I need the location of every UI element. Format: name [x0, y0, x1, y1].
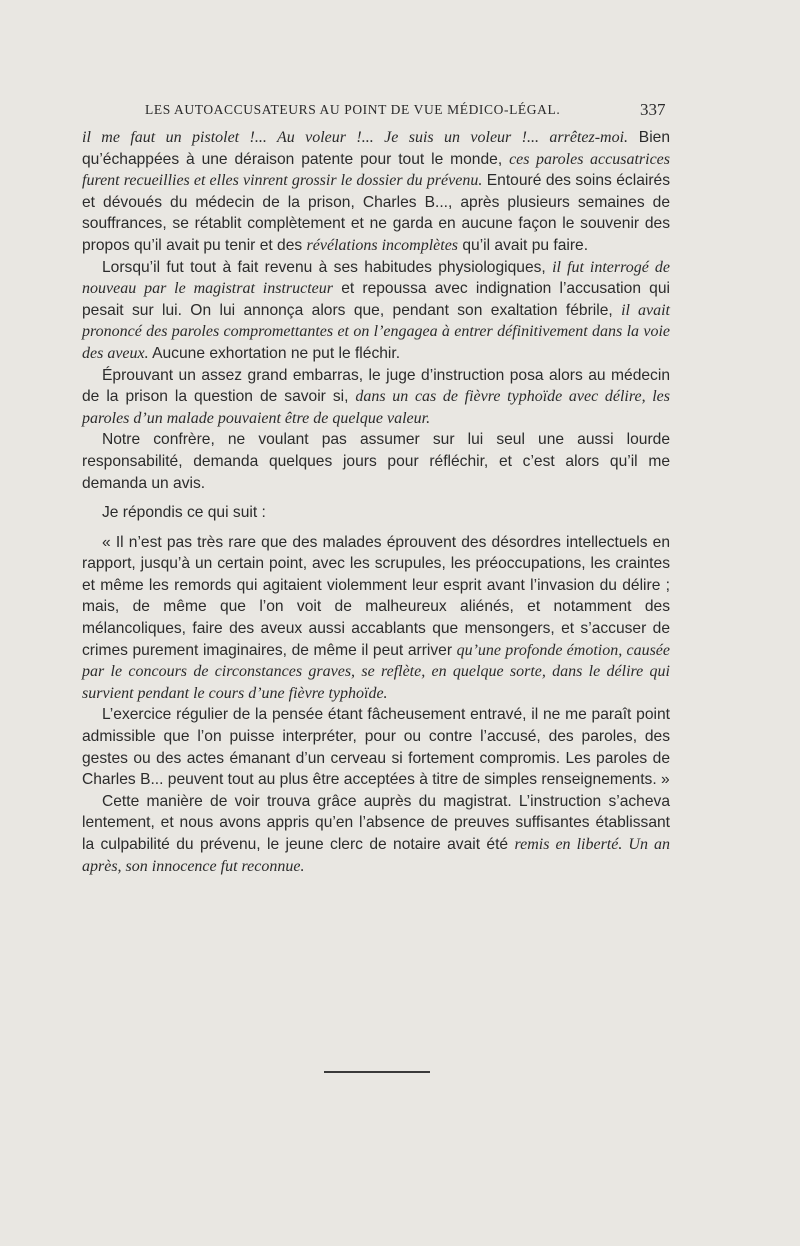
italic-phrase: dans un cas de fièvre typhoïde avec délire, les paroles d’un malade pouvaient être de quelque valeur. [82, 388, 670, 427]
italic-phrase: il fut interrogé de nouveau par le magistrat instructeur [82, 258, 670, 298]
paragraph-6 [82, 532, 670, 705]
italic-phrase: ces paroles accusatrices furent recueillies et elles vinrent grossir le dossier du prévenu. [82, 150, 670, 190]
paragraph-5: Je répondis ce qui suit : [102, 504, 266, 522]
body-text [82, 127, 670, 877]
text-run: Éprouvant un assez grand embarras, le juge d’instruction posa alors au médecin de la prison la question de savoir si, [82, 366, 670, 406]
italic-phrase: qu’une profonde émotion, causée par le concours de circonstances graves, se reflète, en quelque sorte, dans le délire qui survient pendant le cours d’une fièvre typhoïde. [82, 641, 671, 702]
paragraph-1 [82, 127, 670, 257]
text-run: Bien qu’échappées à une déraison patente pour tout le monde, [82, 129, 671, 168]
text-run: Aucune exhortation ne put le fléchir. [148, 344, 401, 362]
italic-phrase: remis en liberté. Un an après, son innocence fut reconnue. [82, 836, 670, 875]
text-run: Cette manière de voir trouva grâce auprès du magistrat. L’instruction s’acheva lentement, et nous avons appris qu’en l’absence de preuves suffisantes établissant la culpabilité du prévenu, le jeune clerc de notaire avait été [82, 792, 670, 853]
paragraph-4: Notre confrère, ne voulant pas assumer sur lui seul une aussi lourde responsabilité, demanda quelques jours pour réfléchir, et c’est alors qu’il me demanda un avis. [82, 431, 670, 492]
text-run: qu’il avait pu faire. [458, 236, 589, 254]
text-run: « Il n’est pas très rare que des malades éprouvent des désordres intellectuels en rapport, jusqu’à un certain point, avec les scrupules, les préoccupations, les craintes et même les remords qui agitaient violemment leur esprit avant l’invasion du délire ; mais, de même que l’on voit de malheureux aliénés, et notamment des mélancoliques, faire des aveux aussi accablants que mensongers, et s’accuser de crimes purement imaginaires, de même il peut arriver [82, 533, 670, 659]
text-run: Lorsqu’il fut tout à fait revenu à ses habitudes physiologiques, [102, 258, 553, 276]
paragraph-8 [82, 791, 670, 877]
text-run: et repoussa avec indignation l’accusation qui pesait sur lui. On lui annonça alors que, pendant son exaltation fébrile, [82, 280, 670, 319]
paragraph-7: L’exercice régulier de la pensée étant fâcheusement entravé, il ne me paraît point admissible que l’on puisse interpréter, pour ou contre l’accusé, des paroles, des gestes ou des actes émanant d’un cerveau si fortement compromis. Les paroles de Charles B... peuvent tout au plus être acceptées à titre de simples renseignements. » [82, 706, 670, 789]
paragraph-3 [82, 365, 670, 430]
section-end-rule [324, 1071, 430, 1073]
italic-quote: il me faut un pistolet !... Au voleur !... Je suis un voleur !... arrêtez-moi. [82, 129, 629, 146]
page-number: 337 [640, 100, 666, 119]
running-head: LES AUTOACCUSATEURS AU POINT DE VUE MÉDICO-LÉGAL. [145, 102, 561, 117]
text-run: Entouré des soins éclairés et dévoués du médecin de la prison, Charles B..., après plusieurs semaines de souffrances, se rétablit complètement et ne garda en aucune façon le souvenir des propos qu’il avait pu tenir et des [82, 172, 670, 254]
paragraph-2 [82, 257, 670, 365]
italic-phrase: révélations incomplètes [306, 236, 459, 254]
italic-phrase: il avait prononcé des paroles compromettantes et on l’engagea à entrer définitivement dans la voie des aveux. [82, 301, 670, 362]
